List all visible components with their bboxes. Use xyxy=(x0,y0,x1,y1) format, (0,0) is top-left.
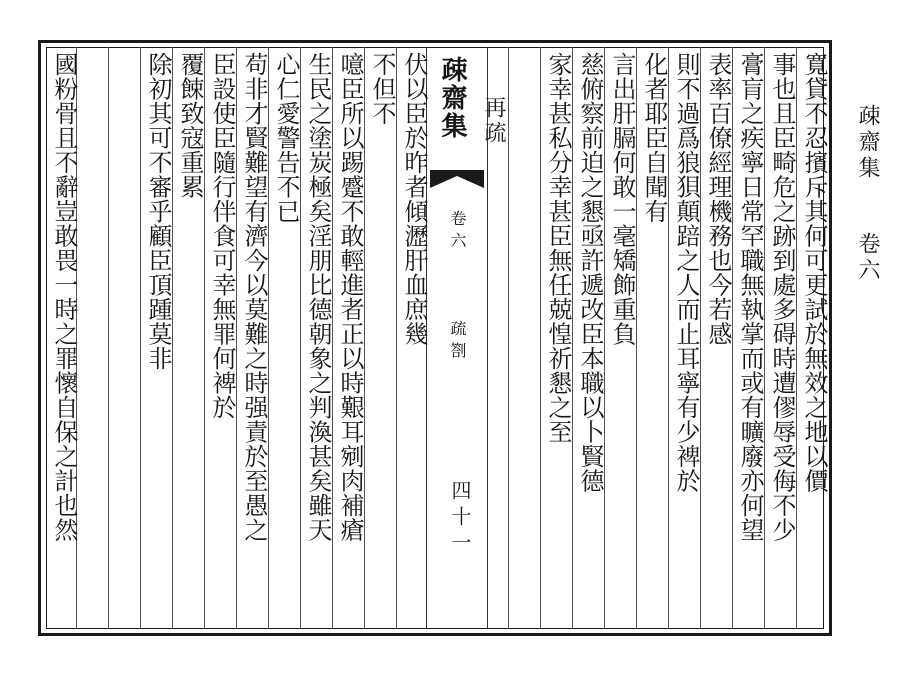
text-column: 噫臣所以踢蹙不敢輕進者正以時艱耳剜肉補瘡 xyxy=(336,52,364,542)
text-column: 生民之塗炭極矣淫朋比德朝象之判渙甚矣雖天 xyxy=(304,52,332,542)
column-rule xyxy=(540,47,541,629)
text-column: 覆餗致寇重累 xyxy=(176,52,204,199)
text-column: 表率百僚經理機務也今若感 xyxy=(704,52,732,346)
side-book-title: 疎齋集 xyxy=(855,104,880,182)
text-column: 寬貸不忍擯斥其何可更試於無效之地以價 xyxy=(800,52,828,493)
text-column: 事也且臣畸危之跡到處多碍時遭僇辱受侮不少 xyxy=(768,52,796,542)
section-heading: 再疏 xyxy=(481,96,506,146)
text-column: 家幸甚私分幸甚臣無任兢惶祈懇之至 xyxy=(544,52,572,444)
text-column: 苟非才賢難望有濟今以莫難之時强責於至愚之 xyxy=(240,52,268,542)
side-volume-label: 卷六 xyxy=(855,232,880,284)
text-column: 不但不 xyxy=(368,52,396,126)
column-rule xyxy=(140,47,141,629)
text-column: 言出肝膈何敢一毫矯飾重負 xyxy=(608,52,636,346)
page-number: 四十一 xyxy=(448,480,472,558)
text-column: 則不過爲狼狽顛踣之人而止耳寧有少裨於 xyxy=(672,52,700,493)
text-column: 臣設使臣隨行伴食可幸無罪何裨於 xyxy=(208,52,236,420)
center-section-label: 疏劄 xyxy=(448,320,467,364)
text-column: 除初其可不審乎顧臣頂踵莫非 xyxy=(144,52,172,371)
text-column: 膏肓之疾寧日常罕職無執掌而或有曠廢亦何望 xyxy=(736,52,764,542)
text-column: 心仁愛警告不已 xyxy=(272,52,300,224)
fish-tail-mark-icon xyxy=(430,170,484,188)
text-column: 慈俯察前迫之懇亟許遞改臣本職以卜賢德 xyxy=(576,52,604,493)
text-column: 伏以臣於昨者傾瀝肝血庶幾 xyxy=(400,52,428,346)
text-column: 國粉骨且不辭豈敢畏一時之罪懷自保之計也然 xyxy=(50,52,78,542)
center-volume-label: 卷六 xyxy=(448,210,467,254)
text-column: 化者耶臣自聞有 xyxy=(640,52,668,224)
center-book-title: 疎齋集 xyxy=(437,56,467,140)
column-rule xyxy=(108,47,109,629)
